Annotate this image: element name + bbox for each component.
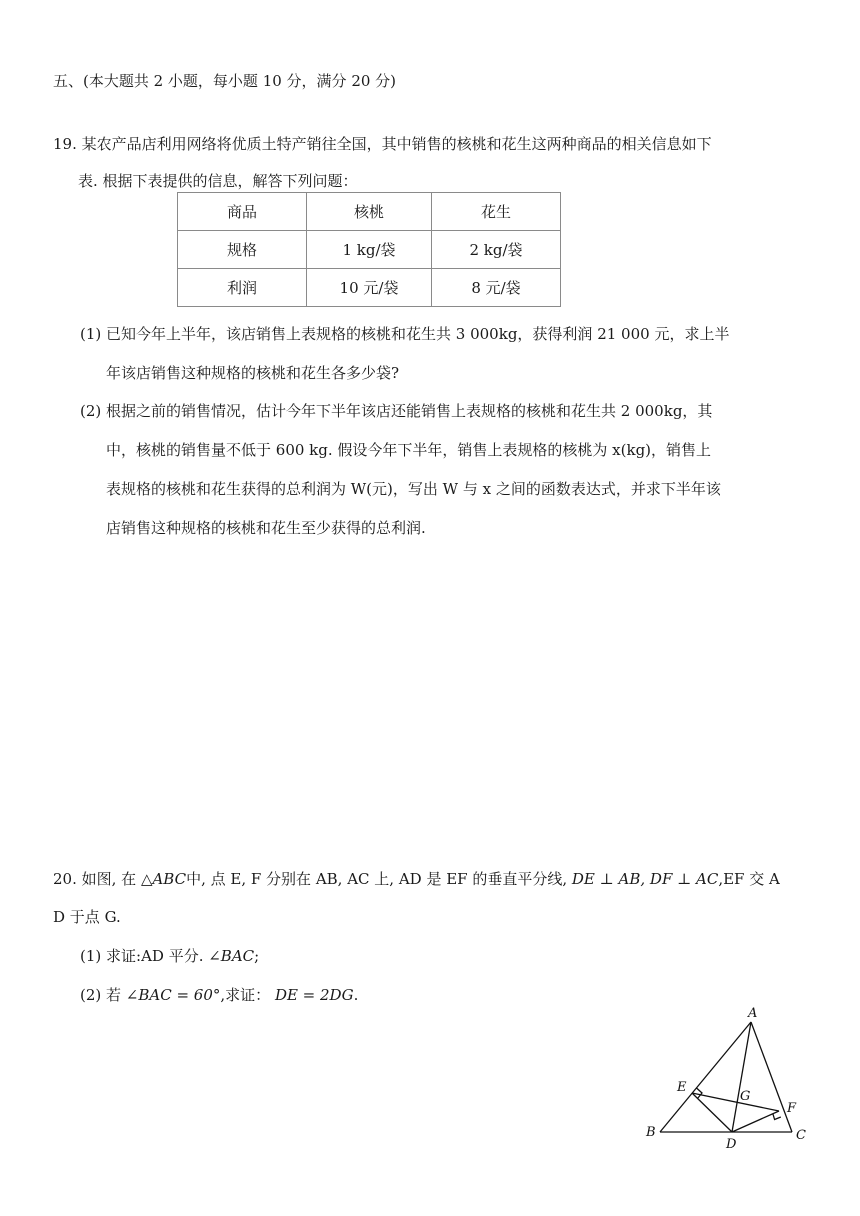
label-c: C xyxy=(796,1128,806,1143)
q20-text: 20. 如图, 在 xyxy=(53,870,141,888)
table-cell: 2 kg/袋 xyxy=(432,231,561,269)
product-info-table xyxy=(177,192,561,307)
q20-stem-line2: D 于点 G. xyxy=(53,908,121,926)
label-b: B xyxy=(646,1125,656,1140)
q19-part2-line1: (2) 根据之前的销售情况，估计今年下半年该店还能销售上表规格的核桃和花生共 2 000kg，其 xyxy=(80,402,713,420)
table-row xyxy=(178,269,561,307)
proof-target: DE = 2DG xyxy=(274,986,354,1004)
table-cell: 8 元/袋 xyxy=(432,269,561,307)
label-g: G xyxy=(740,1089,751,1104)
q20-text: (2) 若 xyxy=(80,986,126,1004)
segment-ad xyxy=(732,1022,751,1132)
table-cell: 利润 xyxy=(178,269,307,307)
q20-text: ,EF 交 A xyxy=(718,870,780,888)
q19-part1-line1: (1) 已知今年上半年，该店销售上表规格的核桃和花生共 3 000kg，获得利润 21 000 元，求上半 xyxy=(80,325,730,343)
label-f: F xyxy=(787,1101,797,1116)
segment-ac xyxy=(751,1022,792,1132)
q19-stem-line2: 表. 根据下表提供的信息，解答下列问题： xyxy=(78,172,358,190)
q19-part1-line2: 年该店销售这种规格的核桃和花生各多少袋? xyxy=(106,364,400,382)
table-row xyxy=(178,231,561,269)
q20-text: ,求证： xyxy=(220,986,275,1004)
triangle-abc: △ABC xyxy=(140,870,187,888)
q20-part1 xyxy=(80,945,259,967)
q20-text: (1) 求证:AD 平分. xyxy=(80,947,209,965)
q20-stem-line1 xyxy=(53,868,780,890)
triangle-figure xyxy=(640,1000,820,1160)
q20-text: . xyxy=(353,986,359,1004)
q19-part2-line4: 店销售这种规格的核桃和花生至少获得的总利润. xyxy=(106,519,426,537)
q20-text: 中, 点 E, F 分别在 AB, AC 上, AD 是 EF 的垂直平分线, xyxy=(186,870,572,888)
table-header-cell: 核桃 xyxy=(307,193,432,231)
perpendicular-conditions: DE ⊥ AB, DF ⊥ AC xyxy=(571,870,719,888)
label-e: E xyxy=(677,1080,687,1095)
q19-part2-line2: 中，核桃的销售量不低于 600 kg. 假设今年下半年，销售上表规格的核桃为 x(kg)，销售上 xyxy=(106,441,712,459)
table-header-row xyxy=(178,193,561,231)
table-cell: 规格 xyxy=(178,231,307,269)
segment-df xyxy=(732,1111,779,1132)
segment-ab xyxy=(660,1022,751,1132)
right-angle-mark-e xyxy=(697,1088,703,1099)
q19-part2-line3: 表规格的核桃和花生获得的总利润为 W(元)，写出 W 与 x 之间的函数表达式，并求下半年该 xyxy=(106,480,721,498)
table-cell: 10 元/袋 xyxy=(307,269,432,307)
angle-bac: ∠BAC xyxy=(208,947,255,965)
right-angle-mark-f xyxy=(773,1114,781,1120)
table-header-cell: 商品 xyxy=(178,193,307,231)
table-header-cell: 花生 xyxy=(432,193,561,231)
q19-stem-line1: 19. 某农产品店利用网络将优质土特产销往全国，其中销售的核桃和花生这两种商品的相关信息如下 xyxy=(53,135,712,153)
q20-text: ; xyxy=(254,947,260,965)
angle-condition: ∠BAC = 60° xyxy=(125,986,221,1004)
table-cell: 1 kg/袋 xyxy=(307,231,432,269)
label-a: A xyxy=(748,1006,758,1021)
section-header: 五、(本大题共 2 小题，每小题 10 分，满分 20 分) xyxy=(53,72,397,90)
label-d: D xyxy=(726,1137,737,1152)
q20-part2 xyxy=(80,984,358,1006)
